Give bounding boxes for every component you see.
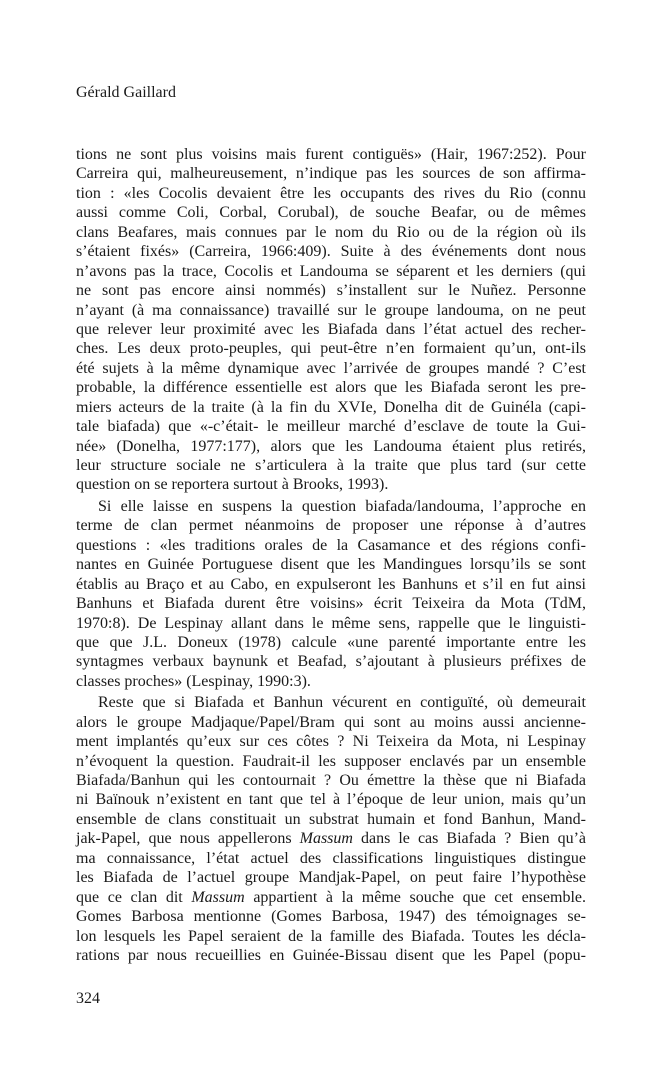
text-line bbox=[76, 907, 586, 926]
line-text: tions ne sont plus voisins mais furent contiguës» (Hair, 1967:252). Pour bbox=[76, 146, 586, 163]
line-text: Gomes Barbosa mentionne (Gomes Barbosa, 1947) des témoignages se- bbox=[76, 908, 586, 926]
text-line bbox=[76, 771, 586, 790]
line-text: clans Beafares, mais connues par le nom du Rio ou de la région où ils bbox=[76, 223, 586, 241]
line-text: Biafada/Banhun qui les contournait ? Ou émettre la thèse que ni Biafada bbox=[76, 772, 586, 789]
paragraph bbox=[76, 145, 586, 495]
line-text: n’ayant (à ma connaissance) travaillé sur le groupe landouma, on ne peut bbox=[76, 301, 586, 319]
line-text: ment implantés qu’eux sur ces côtes ? Ni Teixeira da Mota, ni Lespinay bbox=[76, 733, 586, 751]
text-line bbox=[76, 713, 586, 732]
text-line bbox=[76, 378, 586, 397]
paragraph bbox=[76, 497, 586, 691]
text-line bbox=[76, 594, 586, 613]
text-line bbox=[76, 516, 586, 535]
line-text: leur structure sociale ne s’articulera à la traite que plus tard (sur cette bbox=[76, 457, 586, 474]
line-text: probable, la différence essentielle est alors que les Biafada seront les pre- bbox=[76, 379, 586, 397]
line-text: ne sont pas encore ainsi nommés) s’installent sur le Nuñez. Personne bbox=[76, 282, 586, 300]
line-text: alors le groupe Madjaque/Papel/Bram qui sont au moins aussi ancienne- bbox=[76, 713, 586, 731]
line-text: terme de clan permet néanmoins de proposer une réponse à d’autres bbox=[76, 517, 586, 535]
text-line bbox=[76, 652, 586, 671]
text-line bbox=[76, 752, 586, 771]
text-line bbox=[76, 339, 586, 358]
line-text: jak-Papel, que nous appellerons bbox=[76, 830, 300, 848]
line-text: dans le cas Biafada ? Bien qu’à bbox=[352, 830, 586, 848]
line-text: que que J.L. Doneux (1978) calcule «une parenté importante entre les bbox=[76, 633, 586, 651]
line-text: ches. Les deux proto-peuples, qui peut-être n’en formaient qu’un, ont-ils bbox=[76, 340, 586, 358]
text-line bbox=[76, 437, 586, 456]
text-line bbox=[76, 829, 586, 848]
line-text: 1970:8). De Lespinay allant dans le même sens, rappelle que le linguisti- bbox=[76, 614, 586, 632]
line-text: Reste que si Biafada et Banhun vécurent en contiguïté, où demeurait bbox=[98, 694, 586, 712]
line-text: miers acteurs de la traite (à la fin du XVIe, Donelha dit de Guinéla (capi- bbox=[76, 398, 586, 416]
text-line bbox=[76, 732, 586, 751]
line-text: que relever leur proximité avec les Biafada dans l’état actuel des recher- bbox=[76, 320, 586, 338]
line-text: ensemble de clans constituait un substrat humain et fond Banhun, Mand- bbox=[76, 810, 586, 828]
text-line bbox=[76, 184, 586, 203]
line-text: n’avons pas la trace, Cocolis et Landouma se séparent et les derniers (qui bbox=[76, 262, 586, 280]
text-line bbox=[76, 614, 586, 633]
line-text: que ce clan dit bbox=[76, 888, 192, 906]
text-line bbox=[76, 633, 586, 652]
text-line bbox=[76, 456, 586, 475]
text-line bbox=[76, 693, 586, 712]
text-line bbox=[76, 301, 586, 320]
text-line bbox=[76, 555, 586, 574]
text-line bbox=[76, 203, 586, 222]
text-line bbox=[76, 536, 586, 555]
line-text: lon lesquels les Papel seraient de la famille des Biafada. Toutes les décla- bbox=[76, 927, 586, 945]
paragraph bbox=[76, 693, 586, 965]
text-line bbox=[76, 475, 586, 494]
text-line bbox=[76, 849, 586, 868]
line-text: les Biafada de l’actuel groupe Mandjak-Papel, on peut faire l’hypothèse bbox=[76, 869, 586, 887]
text-line bbox=[76, 359, 586, 378]
line-text: n’évoquent la question. Faudrait-il les supposer enclavés par un ensemble bbox=[76, 752, 586, 770]
text-line bbox=[76, 398, 586, 417]
italic-term: Massum bbox=[191, 888, 245, 906]
text-line bbox=[76, 164, 586, 183]
text-line bbox=[76, 790, 586, 809]
line-text: établis au Braço et au Cabo, en expulseront les Banhuns et s’il en fut ainsi bbox=[76, 575, 586, 593]
text-line bbox=[76, 242, 586, 261]
line-text: s’étaient fixés» (Carreira, 1966:409). Suite à des événements dont nous bbox=[76, 243, 586, 261]
line-text: Si elle laisse en suspens la question biafada/landouma, l’approche en bbox=[98, 497, 586, 515]
running-head: Gérald Gaillard bbox=[76, 84, 176, 101]
line-text: aussi comme Coli, Corbal, Corubal), de souche Beafar, ou de mêmes bbox=[76, 204, 586, 222]
line-text: Banhuns et Biafada durent être voisins» écrit Teixeira da Mota (TdM, bbox=[76, 595, 586, 613]
line-text: tion : «les Cocolis devaient être les occupants des rives du Rio (connu bbox=[76, 184, 586, 202]
text-line bbox=[76, 145, 586, 164]
line-text: questions : «les traditions orales de la Casamance et des régions confi- bbox=[76, 536, 586, 554]
body-text bbox=[76, 145, 586, 965]
text-line bbox=[76, 262, 586, 281]
text-line bbox=[76, 497, 586, 516]
line-text: Carreira qui, malheureusement, n’indique pas les sources de son affirma- bbox=[76, 165, 586, 183]
text-line bbox=[76, 575, 586, 594]
text-line bbox=[76, 417, 586, 436]
line-text: question on se reportera surtout à Brooks, 1993). bbox=[76, 476, 389, 494]
text-line bbox=[76, 946, 586, 965]
line-text: appartient à la même souche que cet ensemble. bbox=[244, 888, 586, 906]
line-text: nantes en Guinée Portuguese disent que les Mandingues lorsqu’ils se sont bbox=[76, 556, 586, 574]
text-line bbox=[76, 927, 586, 946]
text-line bbox=[76, 888, 586, 907]
italic-term: Massum bbox=[299, 830, 353, 848]
line-text: classes proches» (Lespinay, 1990:3). bbox=[76, 672, 311, 690]
line-text: rations par nous recueillies en Guinée-Bissau disent que les Papel (popu- bbox=[76, 946, 586, 964]
text-line bbox=[76, 810, 586, 829]
line-text: ni Baïnouk n’existent en tant que tel à l’époque de leur union, mais qu’un bbox=[76, 791, 586, 809]
text-line bbox=[76, 281, 586, 300]
line-text: née» (Donelha, 1977:177), alors que les Landouma étaient plus retirés, bbox=[76, 437, 586, 455]
text-line bbox=[76, 223, 586, 242]
page-number: 324 bbox=[76, 990, 100, 1007]
line-text: tale biafada) que «-c’était- le meilleur marché d’esclave de toute la Gui- bbox=[76, 418, 586, 436]
text-line bbox=[76, 320, 586, 339]
line-text: été sujets à la même dynamique avec l’arrivée de groupes mandé ? C’est bbox=[76, 359, 586, 377]
text-line bbox=[76, 672, 586, 691]
text-line bbox=[76, 868, 586, 887]
line-text: syntagmes verbaux baynunk et Beafad, s’ajoutant à plusieurs préfixes de bbox=[76, 653, 586, 671]
line-text: ma connaissance, l’état actuel des classifications linguistiques distingue bbox=[76, 849, 586, 867]
